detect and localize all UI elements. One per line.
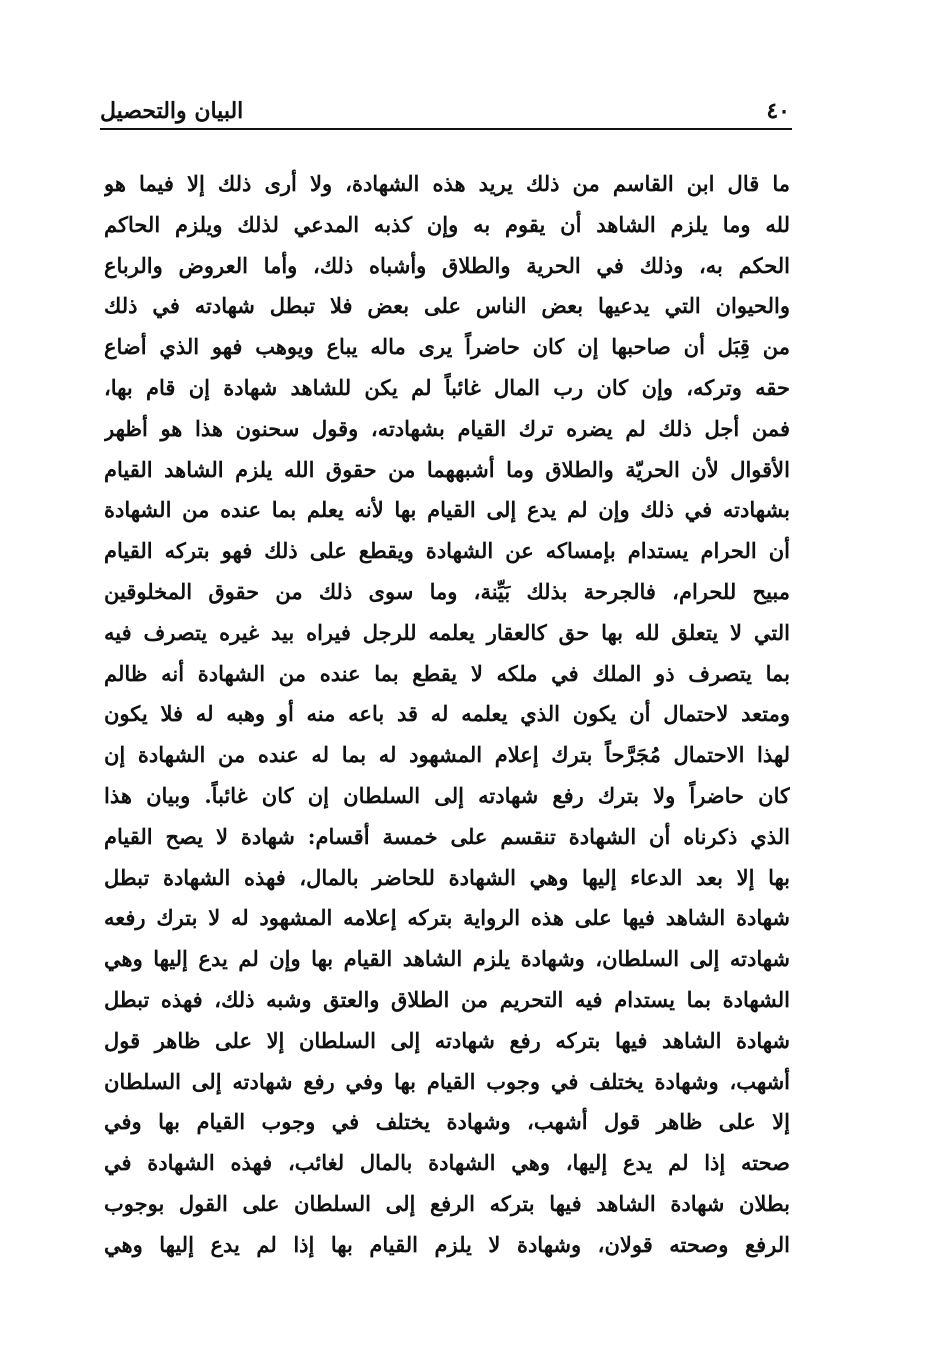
- text-line: حقه وتركه، وإن كان رب المال غائباً لم يكن للشاهد شهادة إن قام بها،: [104, 374, 790, 400]
- text-line: التي لا يتعلق لله بها حق كالعقار يعلمه للرجل فيراه بيد غيره يتصرف فيه: [104, 619, 790, 645]
- text-line: بما يتصرف ذو الملك في ملكه لا يقطع بما عنده من الشهادة أنه ظالم: [104, 660, 790, 686]
- text-line: أشهب، وشهادة يختلف في وجوب القيام بها وفي رفع شهادته إلى السلطان: [104, 1068, 790, 1094]
- text-line: شهادة الشاهد فيها بتركه رفع شهادته إلى السلطان إلا على ظاهر قول: [104, 1027, 790, 1053]
- text-line: بها إلا بعد الدعاء إليها وهي الشهادة للحاضر بالمال، فهذه الشهادة تبطل: [104, 864, 790, 890]
- text-line: مبيح للحرام، فالجرحة بذلك بَيِّنة، وما سوى ذلك من حقوق المخلوقين: [104, 578, 790, 604]
- text-line: إلا على ظاهر قول أشهب، وشهادة يختلف في وجوب القيام بها وفي: [104, 1109, 790, 1135]
- text-line: شهادته إلى السلطان، وشهادة يلزم الشاهد القيام بها وإن لم يدع إليها وهي: [104, 946, 790, 972]
- text-line: شهادة الشاهد فيها على هذه الرواية بتركه إعلامه المشهود له لا بترك رفعه: [104, 905, 790, 931]
- text-line: الرفع وصحته قولان، وشهادة لا يلزم القيام بها إذا لم يدع إليها وهي: [104, 1231, 790, 1257]
- running-header: [100, 96, 790, 132]
- text-line: ما قال ابن القاسم من ذلك يريد هذه الشهادة، ولا أرى ذلك إلا فيما هو: [104, 171, 790, 196]
- text-line: من قِبَل أن صاحبها إن كان حاضراً يرى ماله يباع ويوهب فهو الذي أضاع: [104, 334, 790, 360]
- text-line: الشهادة بما يستدام فيه التحريم من الطلاق والعتق وشبه ذلك، فهذه تبطل: [104, 986, 790, 1012]
- text-line: صحته إذا لم يدع إليها، وهي الشهادة بالمال لغائب، فهذه الشهادة في: [104, 1150, 790, 1176]
- text-line: بشهادته في ذلك وإن لم يدع إلى القيام بها لأنه يعلم بما عنده من الشهادة: [104, 497, 790, 523]
- text-line: ومتعد لاحتمال أن يكون الذي يعلمه له قد باعه منه أو وهبه له فلا يكون: [104, 701, 790, 727]
- text-line: الأقوال لأن الحريّة والطلاق وما أشبههما من حقوق الله يلزم الشاهد القيام: [104, 456, 790, 482]
- text-line: لهذا الاحتمال مُجَرَّحاً بترك إعلام المشهود له بما له عنده من الشهادة إن: [104, 742, 790, 768]
- text-line: لله وما يلزم الشاهد أن يقوم به وإن كذبه المدعي لذلك ويلزم الحاكم: [104, 211, 790, 237]
- page-number: ٤٠: [766, 98, 790, 124]
- header-rule: [100, 128, 792, 130]
- text-line: كان حاضراً ولا بترك رفع شهادته إلى السلطان إن كان غائباً. وبيان هذا: [104, 782, 790, 808]
- text-line: فمن أجل ذلك لم يضره ترك القيام بشهادته، وقول سحنون هذا هو أظهر: [104, 415, 790, 441]
- text-line: الحكم به، وذلك في الحرية والطلاق وأشباه ذلك، وأما العروض والرباع: [104, 252, 790, 278]
- body-text: [104, 164, 790, 1266]
- text-line: بطلان شهادة الشاهد فيها بتركه الرفع إلى السلطان على القول بوجوب: [104, 1190, 790, 1216]
- book-title: البيان والتحصيل: [100, 98, 244, 124]
- text-line: والحيوان التي يدعيها بعض الناس على بعض فلا تبطل شهادته في ذلك: [104, 293, 790, 319]
- text-line: الذي ذكرناه أن الشهادة تنقسم على خمسة أقسام: شهادة لا يصح القيام: [104, 823, 790, 849]
- text-line: أن الحرام يستدام بإمساكه عن الشهادة ويقطع على ذلك فهو بتركه القيام: [104, 538, 790, 564]
